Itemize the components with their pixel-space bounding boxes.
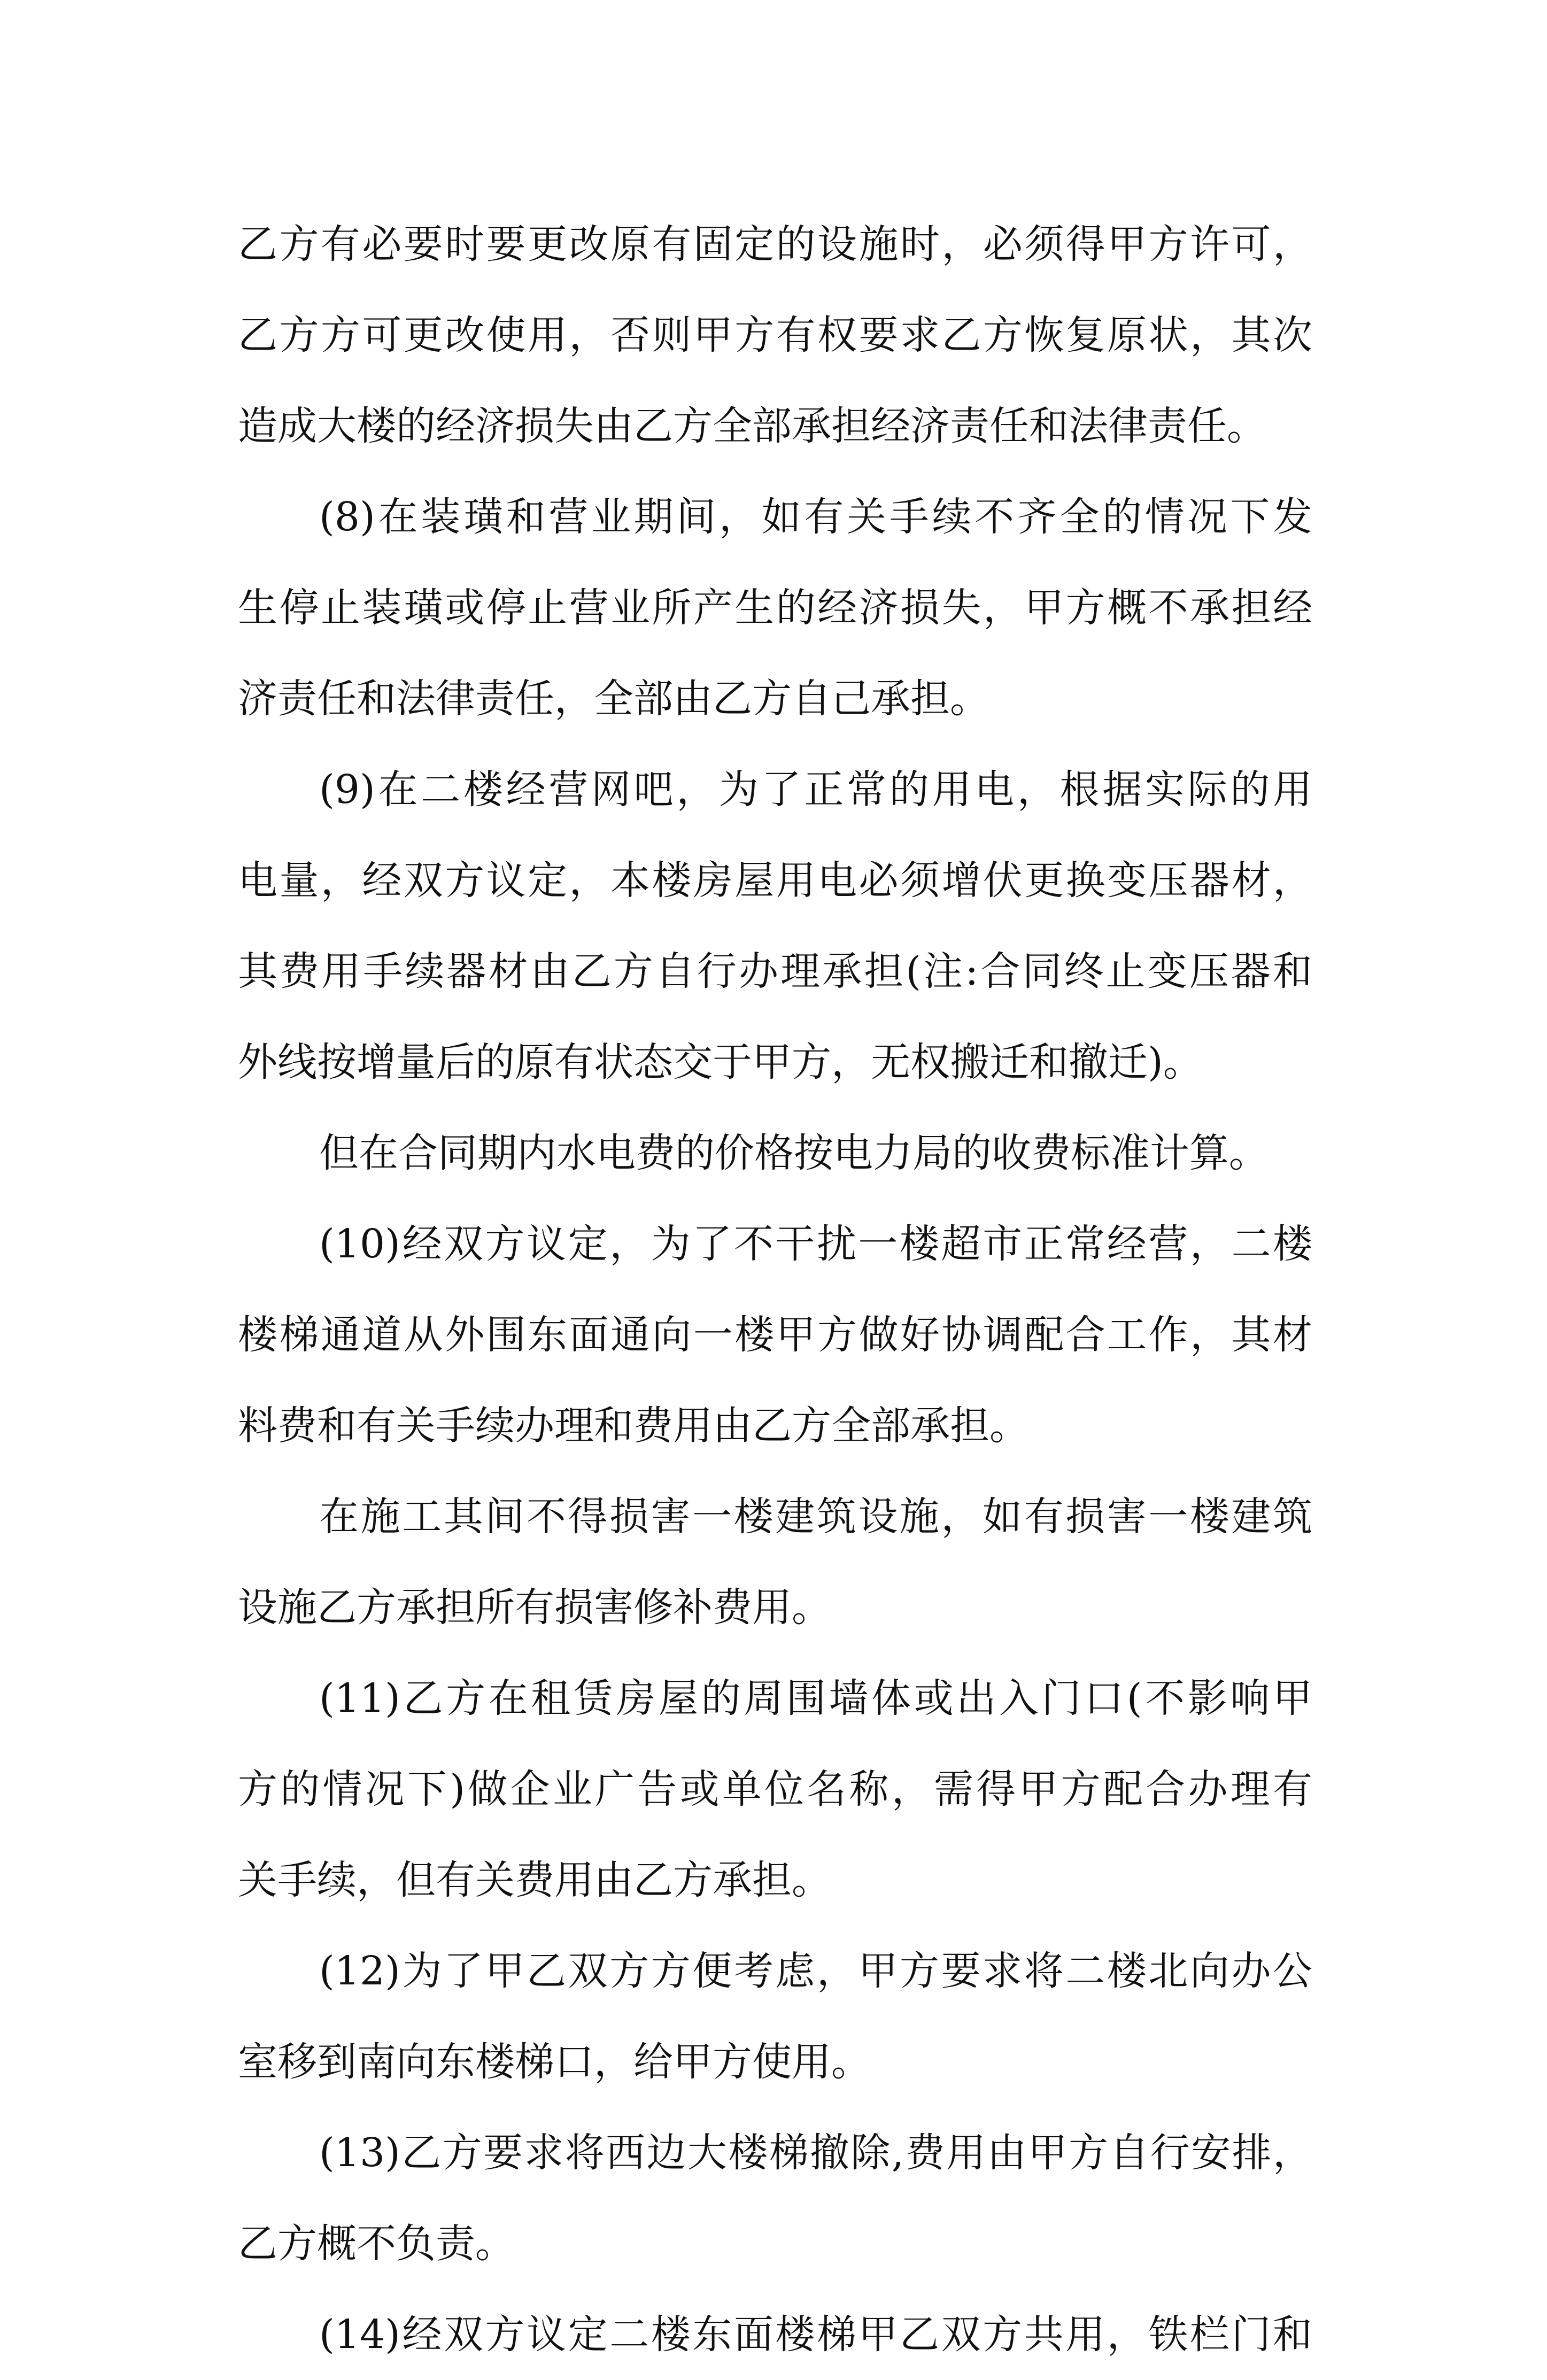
text-line: 在施工其间不得损害一楼建筑设施，如有损害一楼建筑 [319, 1494, 1312, 1540]
text-line: (11)乙方在租赁房屋的周围墙体或出入门口(不影响甲 [319, 1675, 1312, 1721]
text-line: 其费用手续器材由乙方自行办理承担(注:合同终止变压器和 [238, 948, 1312, 994]
text-line: 外线按增量后的原有状态交于甲方，无权搬迁和撤迁)。 [238, 1039, 1203, 1085]
text-line: 但在合同期内水电费的价格按电力局的收费标准计算。 [319, 1130, 1268, 1176]
text-line: (9)在二楼经营网吧，为了正常的用电，根据实际的用 [319, 767, 1312, 813]
text-line: 楼梯通道从外围东面通向一楼甲方做好协调配合工作，其材 [238, 1312, 1312, 1358]
text-line: 乙方方可更改使用，否则甲方有权要求乙方恢复原状，其次 [238, 312, 1312, 358]
text-line: 乙方概不负责。 [238, 2221, 515, 2267]
text-line: 方的情况下)做企业广告或单位名称，需得甲方配合办理有 [238, 1766, 1312, 1812]
text-line: 设施乙方承担所有损害修补费用。 [238, 1585, 831, 1631]
text-line: 济责任和法律责任，全部由乙方自己承担。 [238, 676, 989, 722]
text-line: 料费和有关手续办理和费用由乙方全部承担。 [238, 1403, 1029, 1449]
document-body [238, 199, 1312, 2380]
text-line: (13)乙方要求将西边大楼梯撤除,费用由甲方自行安排， [319, 2130, 1312, 2176]
text-line: 关手续，但有关费用由乙方承担。 [238, 1857, 831, 1903]
text-line: 室移到南向东楼梯口，给甲方使用。 [238, 2039, 871, 2085]
text-line: 乙方有必要时要更改原有固定的设施时，必须得甲方许可， [238, 221, 1312, 267]
text-line: 电量，经双方议定，本楼房屋用电必须增伏更换变压器材， [238, 857, 1312, 903]
text-line: 生停止装璜或停止营业所产生的经济损失，甲方概不承担经 [238, 585, 1312, 631]
text-line: (14)经双方议定二楼东面楼梯甲乙双方共用，铁栏门和 [319, 2312, 1312, 2358]
text-line: (12)为了甲乙双方方便考虑，甲方要求将二楼北向办公 [319, 1948, 1312, 1994]
text-line: (8)在装璜和营业期间，如有关手续不齐全的情况下发 [319, 494, 1312, 540]
text-line: 造成大楼的经济损失由乙方全部承担经济责任和法律责任。 [238, 403, 1266, 449]
text-line: (10)经双方议定，为了不干扰一楼超市正常经营，二楼 [319, 1221, 1312, 1267]
